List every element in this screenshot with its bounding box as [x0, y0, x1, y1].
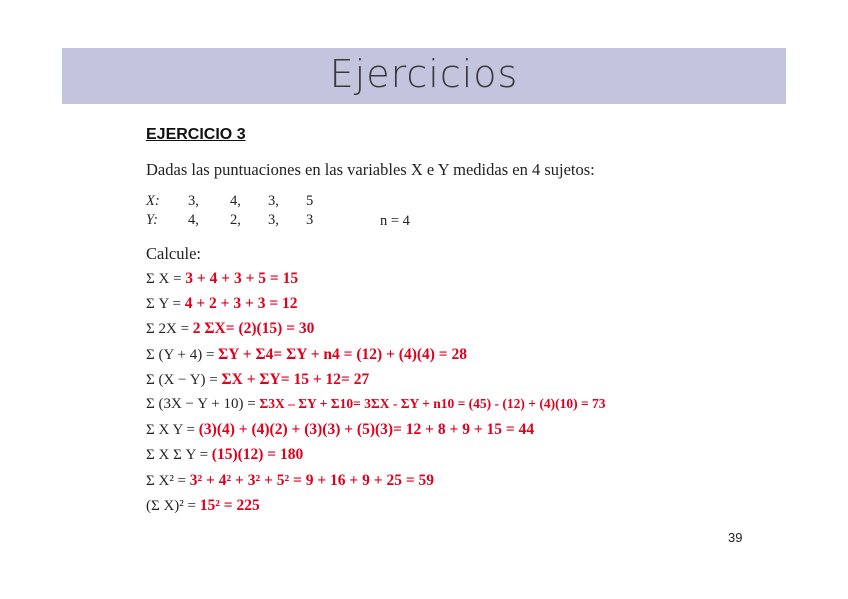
- title-banner: [62, 48, 786, 104]
- expression-row: [146, 446, 606, 471]
- expression-lhs: (Σ X)² =: [146, 497, 197, 514]
- score-value: 4,: [188, 212, 199, 228]
- expression-result: ΣX + ΣY= 15 + 12= 27: [221, 370, 370, 388]
- expression-lhs: Σ X Σ Y =: [146, 447, 209, 464]
- expression-row: [146, 497, 606, 522]
- expression-row: [146, 371, 606, 396]
- expression-row: [146, 270, 606, 295]
- expression-result: 3² + 4² + 3² + 5² = 9 + 16 + 9 + 25 = 59: [189, 471, 435, 489]
- expression-lhs: Σ (3X − Y + 10) =: [146, 395, 256, 412]
- expression-row: [146, 320, 606, 345]
- expression-row: [146, 472, 606, 497]
- expression-row: [146, 396, 606, 421]
- expression-list: [146, 270, 606, 522]
- expression-result: 2 ΣX= (2)(15) = 30: [192, 320, 315, 338]
- row-label: X:: [146, 193, 160, 209]
- score-value: 3,: [268, 212, 279, 228]
- expression-result: ΣY + Σ4= ΣY + n4 = (12) + (4)(4) = 28: [218, 345, 468, 363]
- exercise-heading: EJERCICIO 3: [146, 126, 246, 143]
- score-value: 2,: [230, 212, 241, 228]
- expression-row: [146, 295, 606, 320]
- page-number: 39: [728, 530, 743, 545]
- expression-lhs: Σ Y =: [146, 296, 181, 313]
- score-value: 3,: [188, 193, 199, 209]
- expression-lhs: Σ (X − Y) =: [146, 371, 218, 388]
- expression-row: [146, 346, 606, 371]
- expression-result: 15² = 225: [199, 496, 260, 514]
- sample-size: n = 4: [380, 213, 410, 229]
- score-value: 5: [306, 193, 314, 209]
- expression-lhs: Σ X Y =: [146, 422, 195, 439]
- score-value: 3: [306, 212, 314, 228]
- expression-row: [146, 421, 606, 446]
- expression-result: 4 + 2 + 3 + 3 = 12: [184, 295, 298, 313]
- expression-result: Σ3X – ΣY + Σ10= 3ΣX - ΣY + n10 = (45) - (12) + (4)(10) = 73: [259, 395, 606, 411]
- expression-lhs: Σ X² =: [146, 472, 187, 489]
- expression-result: 3 + 4 + 3 + 5 = 15: [185, 270, 299, 287]
- expression-result: (15)(12) = 180: [211, 446, 304, 464]
- expression-lhs: Σ X =: [146, 271, 182, 287]
- slide-title: Ejercicios: [329, 52, 519, 96]
- score-value: 4,: [230, 193, 241, 209]
- score-value: 3,: [268, 193, 279, 209]
- expression-result: (3)(4) + (4)(2) + (3)(3) + (5)(3)= 12 + 8 + 9 + 15 = 44: [198, 421, 535, 439]
- row-label: Y:: [146, 212, 158, 228]
- expression-lhs: Σ (Y + 4) =: [146, 346, 215, 363]
- exercise-intro: Dadas las puntuaciones en las variables X e Y medidas en 4 sujetos:: [146, 160, 595, 179]
- calcule-label: Calcule:: [146, 244, 201, 263]
- expression-lhs: Σ 2X =: [146, 321, 190, 338]
